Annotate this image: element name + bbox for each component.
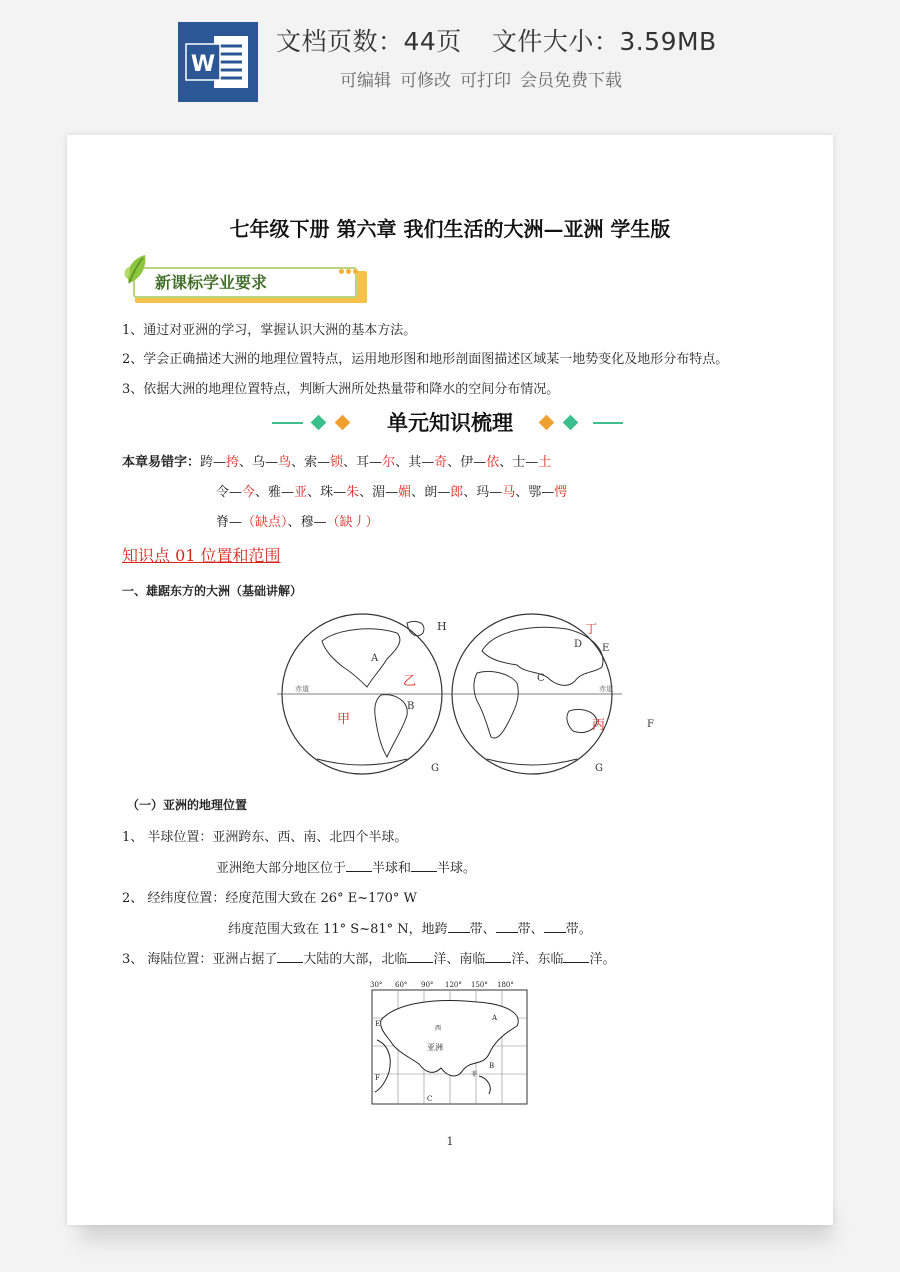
banner-features — [340, 66, 631, 91]
download-banner — [0, 0, 900, 130]
svg-text:丙: 丙 — [592, 718, 606, 733]
svg-text:120°: 120° — [445, 981, 462, 989]
svg-text:180°: 180° — [497, 981, 514, 989]
word-document-icon — [178, 22, 258, 102]
question-1a: 1、 半球位置：亚洲跨东、西、南、北四个半球。 — [122, 830, 408, 845]
blank-field — [277, 950, 303, 963]
svg-text:60°: 60° — [395, 981, 408, 989]
svg-text:A: A — [492, 1014, 498, 1022]
svg-text:赤道: 赤道 — [295, 685, 309, 693]
svg-text:C: C — [427, 1095, 433, 1103]
blank-field — [485, 950, 511, 963]
asia-grid-map — [367, 980, 532, 1106]
question-3: 3、 海陆位置：亚洲占据了 大陆的大部，北临 洋、南临 洋、东临 洋。 — [122, 952, 616, 967]
svg-text:丁: 丁 — [585, 622, 598, 636]
document-page — [67, 135, 833, 1225]
question-2b: 纬度范围大致在 11° S~81° N，地跨 带、 带、 带。 — [228, 922, 592, 937]
knowledge-point-title: 知识点 01 位置和范围 — [122, 546, 281, 565]
subheading-east: 一、雄踞东方的大洲（基础讲解） — [122, 584, 303, 598]
blank-field — [346, 859, 372, 872]
world-hemispheres-map — [277, 611, 654, 781]
typo-label: 本章易错字： — [122, 455, 201, 470]
svg-text:30°: 30° — [370, 981, 383, 989]
svg-text:G: G — [431, 763, 439, 774]
leaf-icon — [123, 253, 153, 287]
blank-field — [544, 920, 566, 933]
svg-text:C: C — [537, 673, 545, 684]
page-count: 文档页数：44页 — [276, 27, 462, 56]
svg-text:90°: 90° — [421, 981, 434, 989]
svg-text:D: D — [574, 639, 583, 650]
svg-text:E: E — [602, 643, 610, 654]
requirement-1: 1、通过对亚洲的学习，掌握认识大洲的基本方法。 — [122, 323, 417, 338]
blank-field — [448, 920, 470, 933]
svg-text:150°: 150° — [471, 981, 488, 989]
blank-field — [496, 920, 518, 933]
svg-text:A: A — [371, 653, 379, 664]
svg-text:F: F — [647, 719, 654, 730]
requirement-3: 3、依据大洲的地理位置特点，判断大洲所处热量带和降水的空间分布情况。 — [122, 382, 560, 397]
svg-text:菲: 菲 — [471, 1071, 478, 1078]
subheading-location: （一）亚洲的地理位置 — [127, 798, 248, 812]
page-number: 1 — [446, 1135, 454, 1148]
banner-file-info — [276, 22, 717, 58]
svg-text:B: B — [407, 701, 415, 712]
svg-text:E: E — [375, 1020, 381, 1028]
feature-modifiable: 可修改 — [400, 71, 451, 91]
feature-printable: 可打印 — [460, 71, 511, 91]
typo-row-3: 脊—（缺点）、穆—（缺丿） — [216, 515, 379, 530]
requirements-badge — [123, 253, 373, 309]
requirement-2: 2、学会正确描述大洲的地理位置特点，运用地形图和地形剖面图描述区域某一地势变化及地形分布特点。 — [122, 352, 729, 367]
svg-text:赤道: 赤道 — [599, 685, 613, 693]
feature-member-download: 会员免费下载 — [520, 71, 622, 91]
svg-text:W: W — [190, 52, 216, 77]
question-1b: 亚洲绝大部分地区位于 半球和 半球。 — [216, 861, 477, 876]
badge-label: 新课标学业要求 — [155, 273, 268, 292]
decorative-dots — [339, 259, 360, 278]
svg-text:B: B — [489, 1062, 495, 1070]
svg-text:西: 西 — [435, 1025, 442, 1032]
typo-row-1: 本章易错字：跨—挎、乌—鸟、索—锁、耳—尔、其—奇、伊—依、士—土 — [122, 455, 552, 470]
document-title: 七年级下册 第六章 我们生活的大洲—亚洲 学生版 — [229, 217, 671, 241]
feature-editable: 可编辑 — [340, 71, 391, 91]
section-title: 单元知识梳理 — [387, 411, 513, 435]
svg-text:F: F — [375, 1074, 380, 1082]
svg-text:乙: 乙 — [403, 674, 417, 689]
question-2a: 2、 经纬度位置：经度范围大致在 26° E~170° W — [122, 891, 417, 906]
svg-text:亚洲: 亚洲 — [427, 1043, 443, 1052]
file-size: 文件大小：3.59MB — [491, 27, 717, 56]
blank-field — [563, 950, 589, 963]
svg-text:G: G — [595, 763, 603, 774]
typo-row-2: 令—今、雅—亚、珠—朱、湄—媚、朗—郎、玛—马、鄂—愕 — [216, 485, 568, 500]
svg-text:甲: 甲 — [337, 712, 351, 727]
blank-field — [411, 859, 437, 872]
svg-text:H: H — [437, 620, 447, 633]
blank-field — [407, 950, 433, 963]
